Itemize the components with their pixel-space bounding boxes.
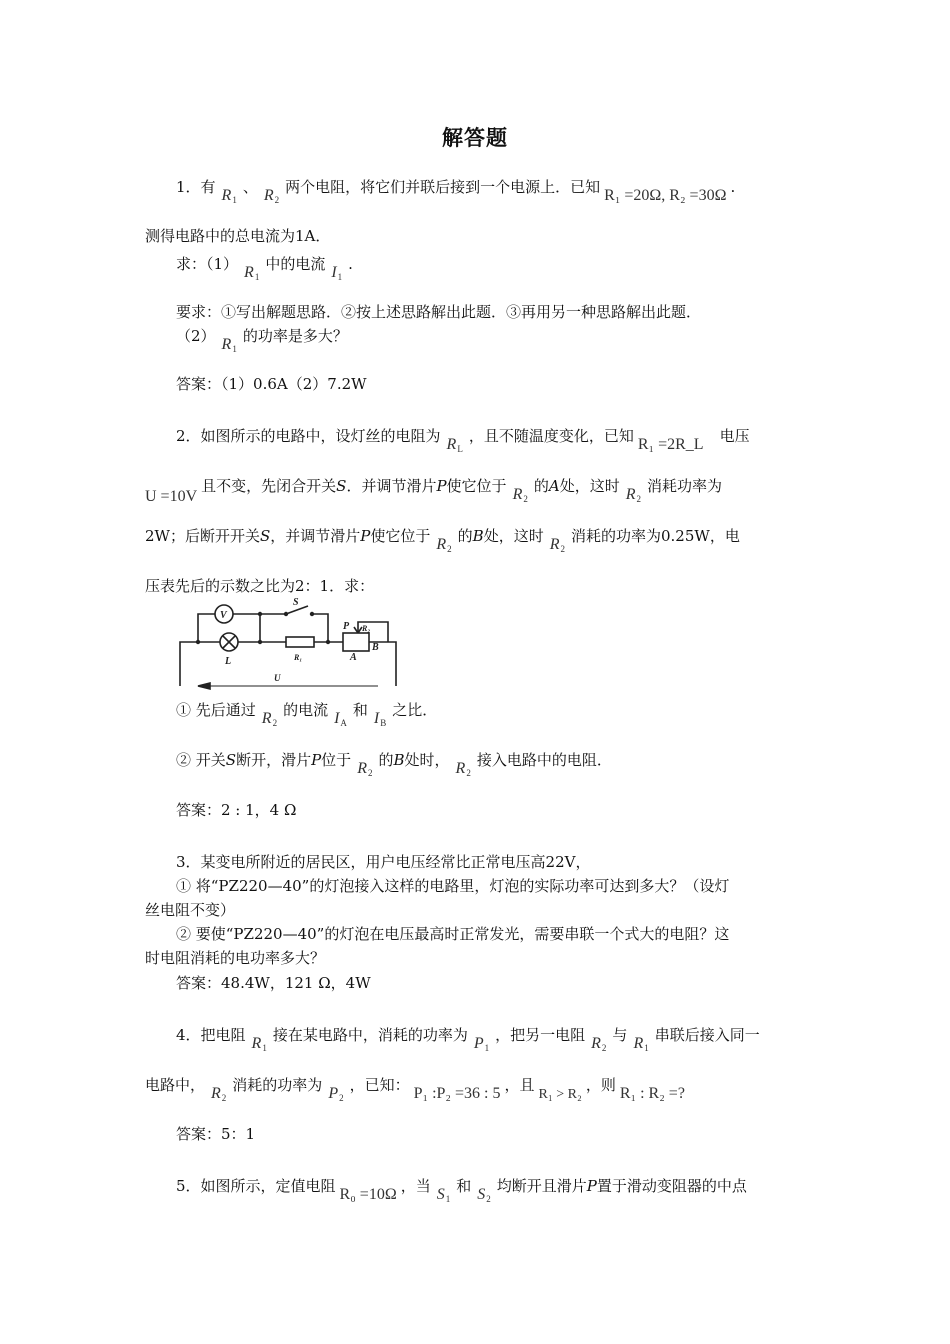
symbol-r2: $R_2$ [455, 760, 471, 778]
symbol-r1: $R_1$ [633, 1035, 649, 1053]
q3-answer: 答案：48.4W，121 Ω，4W [176, 974, 371, 992]
symbol-ib: $I_B$ [373, 710, 387, 728]
q4-answer: 答案：5：1 [176, 1125, 256, 1143]
circuit-node [326, 640, 330, 644]
q2-line-4: 压表先后的示数之比为2：1．求： [145, 577, 375, 595]
q2-sub-1: ① 先后通过 $R_2$的电流 $I_A$和 $I_B$之比． [176, 700, 437, 725]
q2-line-2: U =10V且不变，先闭合开关S．并调节滑片P使它位于 $R_2$的A处，这时 $R_2$消耗功率为 [145, 476, 722, 501]
circuit-left-wire [180, 642, 198, 686]
formula-u-10v: U =10V [145, 488, 198, 505]
q2-answer: 答案：2 : 1，4 Ω [176, 801, 297, 819]
voltage-arrow-head [198, 683, 210, 689]
lamp-cross [223, 636, 236, 649]
symbol-r2: $R_2$ [625, 486, 641, 504]
symbol-r2: $R_2$ [549, 536, 565, 554]
circuit-diagram [178, 598, 398, 693]
q1-line-1: 1．有 $R_1$、 $R_2$两个电阻，将它们并联后接到一个电源上．已知 R₁ =20Ω, R₂ =30Ω . [176, 177, 735, 202]
circuit-right-wire [388, 642, 396, 686]
label-a: A [350, 652, 357, 663]
q1-line-5: （2） $R_1$的功率是多大？ [176, 326, 348, 351]
q1-line-3: 求：（1） $R_1$中的电流 $I_1$. [176, 254, 353, 279]
symbol-s1: $S_1$ [436, 1186, 451, 1204]
q1-line-2: 测得电路中的总电流为1A． [145, 227, 331, 245]
symbol-r1: $R_1$ [244, 264, 260, 282]
symbol-r1: $R_1$ [221, 187, 237, 205]
q4-line-1: 4．把电阻 $R_1$接在某电路中，消耗的功率为 $P_1$，把另一电阻 $R_2$与 $R_1$串联后接入同一 [176, 1025, 760, 1050]
voltmeter-wire-left [198, 614, 215, 642]
circuit-node [196, 640, 200, 644]
q3-line-2: ① 将“PZ220—40”的灯泡接入这样的电路里，灯泡的实际功率可达到多大？（设灯 [176, 877, 730, 895]
symbol-r2: $R_2$ [591, 1035, 607, 1053]
label-rheostat: R₂ [362, 624, 371, 633]
symbol-s2: $S_2$ [477, 1186, 491, 1204]
formula-power-ratio: P₁ :P₂ =36 : 5 [413, 1085, 501, 1102]
circuit-node [258, 640, 262, 644]
formula-r1-r2-ratio: R₁ : R₂ =? [619, 1085, 685, 1102]
symbol-ia: $I_A$ [334, 710, 347, 728]
symbol-rl: $R_L$ [446, 436, 463, 454]
symbol-r2: $R_2$ [357, 760, 373, 778]
q3-line-1: 3．某变电所附近的居民区，用户电压经常比正常电压高22V， [176, 853, 591, 871]
symbol-p1: $P_1$ [473, 1035, 490, 1053]
rheostat-box [343, 633, 369, 651]
symbol-r2: $R_2$ [211, 1085, 227, 1103]
label-switch: S [293, 598, 299, 608]
q2-sub-2: ② 开关S断开，滑片P位于 $R_2$的B处时， $R_2$接入电路中的电阻． [176, 750, 612, 775]
label-lamp: L [225, 656, 232, 667]
symbol-r1: $R_1$ [251, 1035, 267, 1053]
formula-r1-2rl: R₁ =2R_L [637, 436, 704, 453]
q3-line-4: ② 要使“PZ220—40”的灯泡在电压最高时正常发光，需要串联一个式大的电阻？这 [176, 925, 730, 943]
formula-r1-r2: R₁ =20Ω, R₂ =30Ω [604, 187, 727, 204]
formula-r0-10: R₀ =10Ω [339, 1186, 397, 1203]
q1-answer: 答案：（1）0.6A（2）7.2W [176, 375, 367, 393]
formula-r1-gt-r2: R₁ > R₂ [538, 1087, 582, 1102]
symbol-p2: $P_2$ [328, 1085, 344, 1103]
q3-line-5: 时电阻消耗的电功率多大？ [145, 949, 326, 967]
label-u: U [274, 673, 281, 683]
q1-line-4: 要求：①写出解题思路．②按上述思路解出此题．③再用另一种思路解出此题． [176, 303, 702, 321]
circuit-node [310, 612, 314, 616]
label-r1: R₁ [294, 653, 303, 662]
symbol-i1: $I_1$ [331, 264, 343, 282]
q3-line-3: 丝电阻不变） [145, 901, 236, 919]
q4-line-2: 电路中， $R_2$消耗的功率为 $P_2$，已知： P₁ :P₂ =36 : 5 ，且R₁ > R₂，则 R₁ : R₂ =? [145, 1075, 689, 1100]
symbol-r2: $R_2$ [512, 486, 528, 504]
label-voltmeter: V [220, 610, 227, 621]
symbol-r1: $R_1$ [221, 336, 237, 354]
symbol-r2: $R_2$ [263, 187, 280, 205]
q5-line-1: 5．如图所示，定值电阻 R₀ =10Ω ，当 $S_1$和 $S_2$均断开且滑片P置于滑动变阻器的中点 [176, 1176, 747, 1201]
r1-resistor-box [286, 637, 314, 647]
circuit-node [258, 612, 262, 616]
label-slider: P [343, 621, 350, 632]
label-b: B [372, 642, 379, 653]
q2-line-3: 2W；后断开开关S，并调节滑片P使它位于 $R_2$的B处，这时 $R_2$消耗的功率为0.25W，电 [145, 526, 740, 551]
circuit-node [284, 612, 288, 616]
q2-line-1: 2．如图所示的电路中，设灯丝的电阻为 $R_L$，且不随温度变化，已知 R₁ =2R_L 电压 [176, 426, 750, 451]
symbol-r2: $R_2$ [261, 710, 278, 728]
page-title: 解答题 [442, 125, 508, 150]
symbol-r2: $R_2$ [436, 536, 452, 554]
